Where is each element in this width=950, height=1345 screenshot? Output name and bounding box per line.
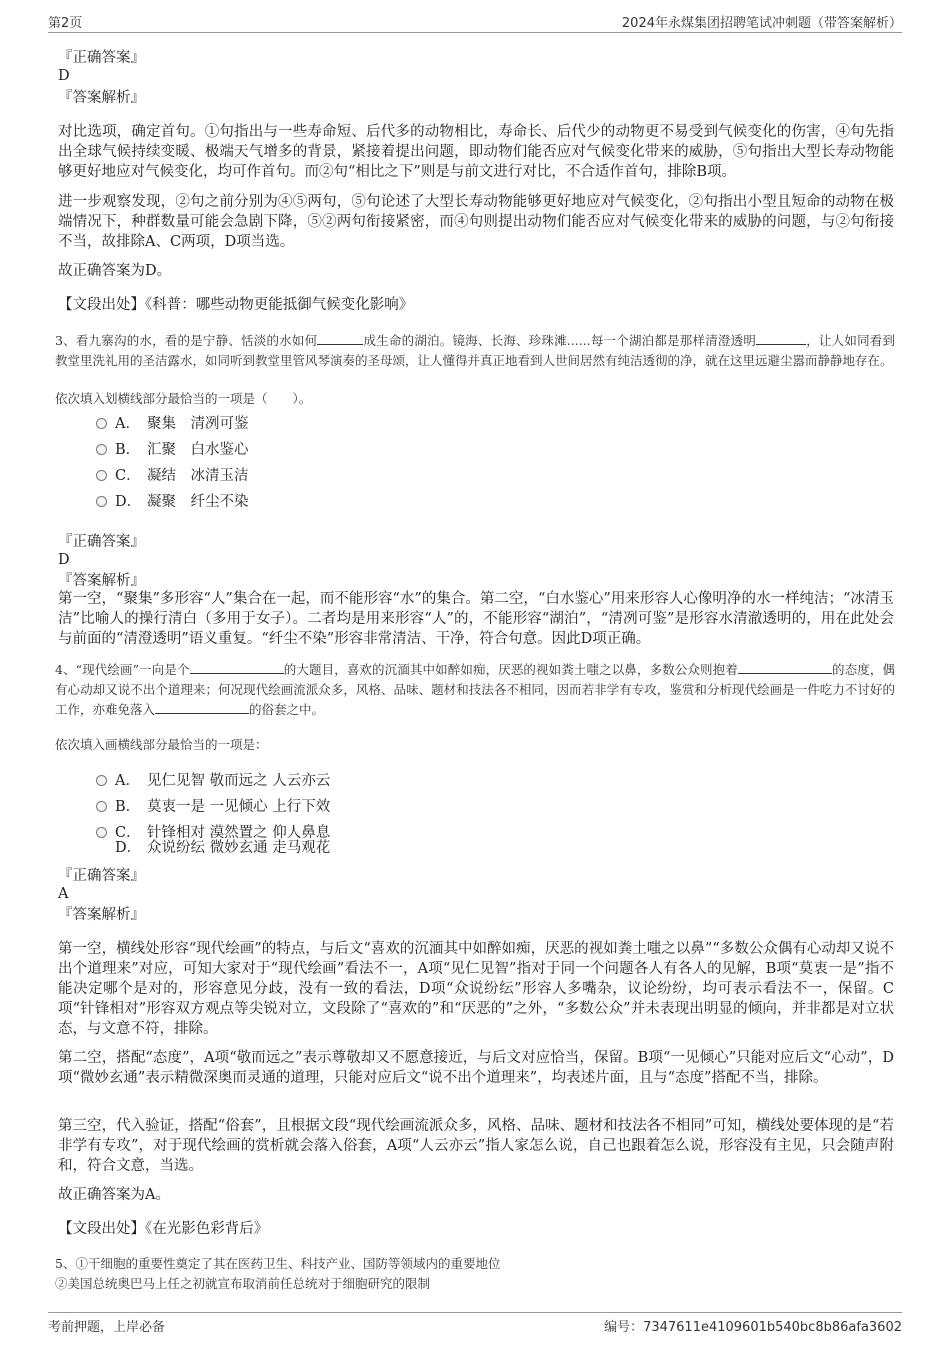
- q2-source-title: 《科普：哪些动物更能抵御气候变化影响》: [145, 297, 414, 313]
- page-footer: [48, 1312, 902, 1335]
- option-text: 汇聚 白水鉴心: [147, 442, 249, 458]
- option-key: C．: [115, 825, 141, 841]
- q2-source: [58, 295, 413, 315]
- radio-icon[interactable]: [96, 444, 107, 455]
- q4-option-a[interactable]: [96, 771, 330, 791]
- q4-answer-label: 『正确答案』: [58, 868, 145, 884]
- radio-icon[interactable]: [96, 418, 107, 429]
- q3-stem: [55, 331, 895, 371]
- q4-analysis-p1: 第一空，横线处形容“现代绘画”的特点，与后文“喜欢的沉湎其中如醉如痴，厌恶的视如粪土嗤之以鼻”“多数公众偶有心动却又说不出个道理来”对应，可知大家对于“现代绘画”看法不一，A项“见仁见智”指对于同一个问题各人有各人的见解，B项“莫衷一是”指不能决定哪个是对的，形容意见分歧，没有一致的看法，D项“众说纷纭”形容人多嘴杂，议论纷纷，均可表示看法不一，保留。C项“针锋相对”形容双方观点等尖锐对立，文段除了“喜欢的”和“厌恶的”之外，“多数公众”并未表现出明显的倾向，并非都是对立状态，与文意不符，排除。: [58, 941, 894, 1037]
- option-text: 莫衷一是 一见倾心 上行下效: [147, 799, 331, 815]
- q3-option-b[interactable]: [96, 440, 249, 460]
- option-text: 凝结 冰清玉洁: [147, 468, 249, 484]
- q3-analysis: 第一空，“聚集”多形容“人”集合在一起，而不能形容“水”的集合。第二空，“白水鉴心”用来形容人心像明净的水一样纯洁；“冰清玉洁”比喻人的操行清白（多用于女子）。二者均是用来形容“人”的，不能形容“湖泊”，“清冽可鉴”是形容水清澈透明的，用在此处会与前面的“清澄透明”语义重复。“纤尘不染”形容非常清洁、干净，符合句意。因此D项正确。: [58, 591, 894, 647]
- q3-blank-2: [756, 332, 806, 345]
- document-title: 2024年永煤集团招聘笔试冲刺题（带答案解析）: [621, 16, 902, 31]
- q3-stem-part-a: 3、看九寨沟的水，看的是宁静、恬淡的水如何: [55, 333, 318, 348]
- q4-source-title: 《在光影色彩背后》: [145, 1221, 269, 1237]
- q3-answer-label: 『正确答案』: [58, 534, 145, 550]
- q3-option-a[interactable]: [96, 414, 249, 434]
- q3-stem-part-b: 成生命的湖泊。镜海、长海、珍珠滩......每一个湖泊都是那样清澄透明: [363, 333, 757, 348]
- page-number: 第2页: [48, 16, 83, 31]
- option-text: 见仁见智 敬而远之 人云亦云: [147, 773, 331, 789]
- option-key: B．: [115, 799, 141, 815]
- q3-answer: D: [58, 552, 70, 568]
- q4-stem: [55, 660, 895, 720]
- q4-analysis-label: 『答案解析』: [58, 907, 145, 923]
- q4-source: [58, 1219, 268, 1239]
- q2-analysis-p2: 进一步观察发现，②句之前分别为④⑤两句，⑤句论述了大型长寿动物能够更好地应对气候变化，②句指出小型且短命的动物在极端情况下，种群数量可能会急剧下降，⑤②两句衔接紧密，而④句则提出动物们能否应对气候变化带来的威胁的问题，与②句衔接不当，故排除A、C两项，D项当选。: [58, 194, 894, 250]
- q2-source-label: 【文段出处】: [58, 297, 145, 313]
- q4-blank-2: [738, 661, 832, 674]
- option-key: B．: [115, 442, 141, 458]
- radio-icon[interactable]: [96, 775, 107, 786]
- q4-stem-part-d: 的俗套之中。: [249, 702, 325, 717]
- q3-prompt: 依次填入划横线部分最恰当的一项是（ ）。: [55, 391, 312, 406]
- q4-stem-part-b: 的大题目，喜欢的沉湎其中如醉如痴，厌恶的视如粪土嗤之以鼻，多数公众则抱着: [283, 662, 738, 677]
- q4-source-label: 【文段出处】: [58, 1221, 145, 1237]
- q2-answer-label: 『正确答案』: [58, 50, 145, 66]
- q5-line-1: 5、①干细胞的重要性奠定了其在医药卫生、科技产业、国防等领域内的重要地位: [55, 1256, 501, 1271]
- q4-option-d[interactable]: [96, 838, 330, 858]
- q4-blank-1: [190, 661, 284, 674]
- q4-stem-part-a: 4、“现代绘画”一向是个: [55, 662, 190, 677]
- q4-conclusion: 故正确答案为A。: [58, 1187, 170, 1203]
- option-key: A．: [115, 416, 140, 432]
- q4-analysis-p3: 第三空，代入验证，搭配“俗套”，且根据文段“现代绘画流派众多，风格、品味、题材和技法各不相同”可知，横线处要体现的是“若非学有专攻”，对于现代绘画的赏析就会落入俗套，A项“人云亦云”指人家怎么说，自己也跟着怎么说，形容没有主见，只会随声附和，符合文意，当选。: [58, 1118, 894, 1174]
- q3-analysis-label: 『答案解析』: [58, 573, 145, 589]
- q3-blank-1: [317, 332, 363, 345]
- option-text: 众说纷纭 微妙玄通 走马观花: [147, 840, 331, 856]
- q2-conclusion: 故正确答案为D。: [58, 263, 172, 279]
- q4-stem-part-c: 的态度，偶有心动却又说不出个道理来；何况现代绘画流派众多，风格、品味、题材和技法各不相同，因而若非学有专攻，鉴赏和分析现代绘画是一件吃力不讨好的工作，亦难免落入: [55, 662, 895, 717]
- q5-line-2: ②美国总统奥巴马上任之初就宣布取消前任总统对于细胞研究的限制: [55, 1276, 431, 1291]
- radio-icon[interactable]: [96, 801, 107, 812]
- option-text: 凝聚 纤尘不染: [147, 494, 249, 510]
- footer-slogan: 考前押题，上岸必备: [48, 1320, 166, 1335]
- q2-analysis-label: 『答案解析』: [58, 90, 145, 106]
- q4-prompt: 依次填入画横线部分最恰当的一项是：: [55, 737, 268, 752]
- q4-blank-3: [155, 701, 249, 714]
- option-key: A．: [115, 773, 140, 789]
- q4-option-b[interactable]: [96, 797, 330, 817]
- option-text: 聚集 清冽可鉴: [147, 416, 249, 432]
- option-key: C．: [115, 468, 141, 484]
- q2-analysis-p1: 对比选项，确定首句。①句指出与一些寿命短、后代多的动物相比，寿命长、后代少的动物更不易受到气候变化的伤害，④句先指出全球气候持续变暖、极端天气增多的背景，紧接着提出问题，即动物们能否应对气候变化带来的威胁，⑤句指出大型长寿动物能够更好地应对气候变化，均可作首句。而②句“相比之下”则是与前文进行对比，不合适作首句，排除B项。: [58, 124, 894, 180]
- q3-stem-part-c: ，让人如同看到教堂里洗礼用的圣洁露水，如同听到教堂里管风琴演奏的圣母颂，让人懂得并真正地看到人世间居然有纯洁透彻的净，就在这里远避尘嚣而静静地存在。: [55, 333, 895, 368]
- document-id: 编号：7347611e4109601b540bc8b86afa3602: [604, 1320, 902, 1335]
- option-text: 针锋相对 漠然置之 仰人鼻息: [147, 825, 331, 841]
- radio-icon[interactable]: [96, 470, 107, 481]
- option-key: D．: [115, 840, 142, 856]
- q4-analysis-p2: 第二空，搭配“态度”，A项“敬而远之”表示尊敬却又不愿意接近，与后文对应恰当，保留。B项“一见倾心”只能对应后文“心动”，D项“微妙玄通”表示精微深奥而灵通的道理，只能对应后文“说不出个道理来”，均表述片面，且与“态度”搭配不当，排除。: [58, 1050, 894, 1086]
- q2-answer: D: [58, 68, 70, 84]
- q3-option-c[interactable]: [96, 466, 249, 486]
- radio-icon[interactable]: [96, 827, 107, 838]
- page-header: [48, 12, 902, 33]
- q4-answer: A: [58, 886, 69, 902]
- radio-icon[interactable]: [96, 496, 107, 507]
- option-key: D．: [115, 494, 142, 510]
- q3-option-d[interactable]: [96, 492, 249, 512]
